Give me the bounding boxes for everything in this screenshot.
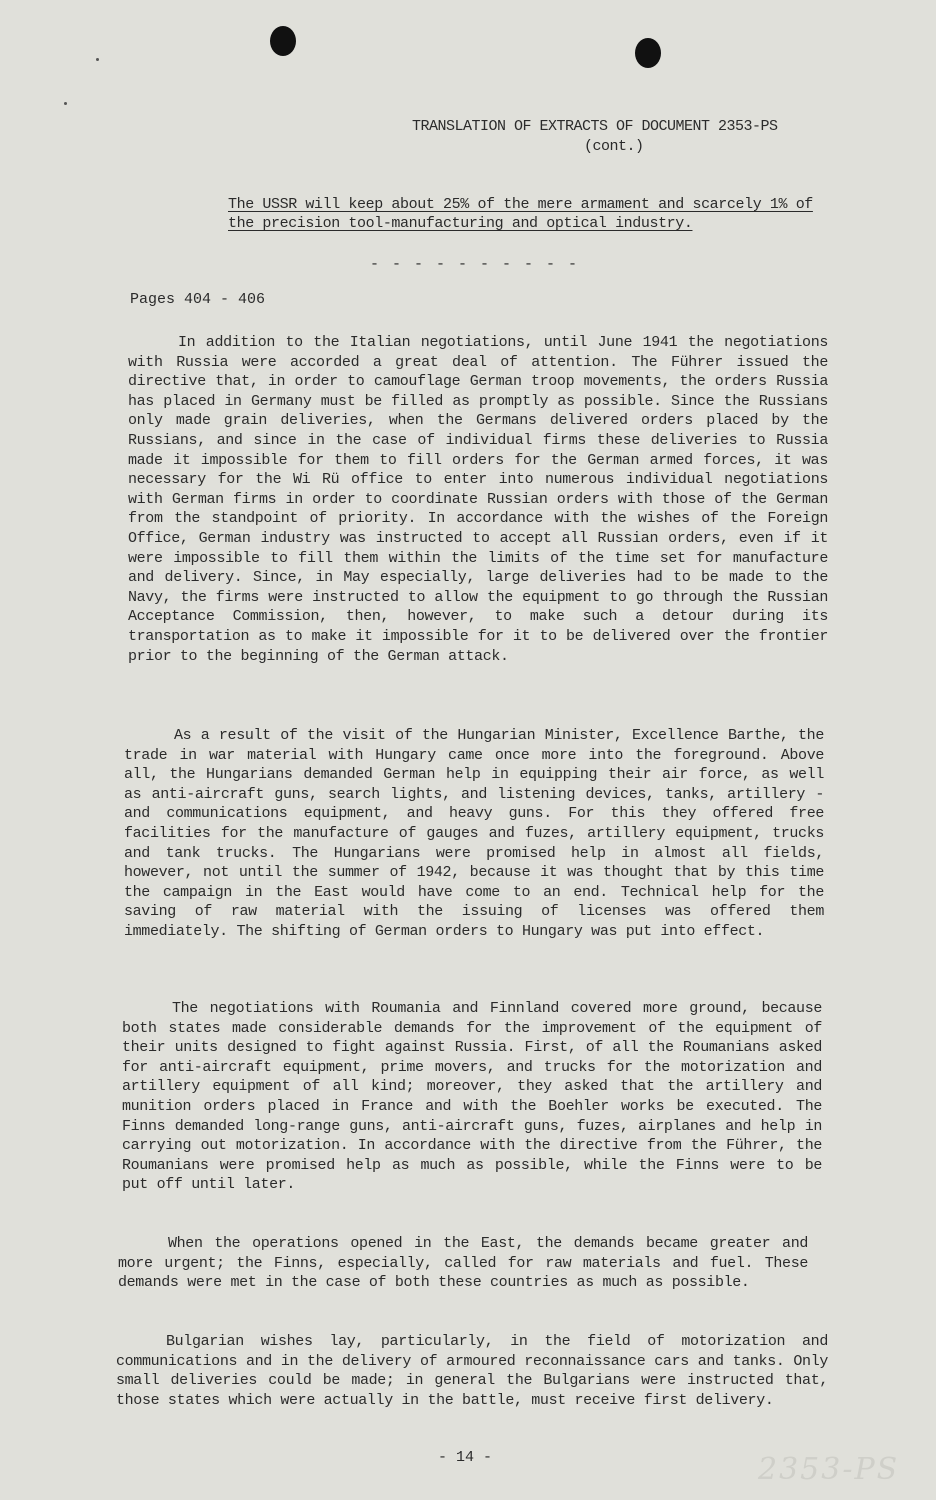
paragraph: Bulgarian wishes lay, particularly, in the field of motorization and communications and in the delivery of armoured reconnaissance cars and tanks. Only small deliveries could be made; in general the Bulgarians were instructed that, those states which were actually in the battle, must receive first delivery. [116, 1333, 828, 1409]
header-subtitle: (cont.) [584, 138, 644, 155]
header-title: TRANSLATION OF EXTRACTS OF DOCUMENT 2353-PS [412, 118, 778, 135]
speck [64, 102, 67, 105]
document-header [412, 117, 832, 157]
paragraph: The negotiations with Roumania and Finnland covered more ground, because both states made considerable demands for the improvement of the equipment of their units designed to fight against Russia. First, of all the Roumanians asked for anti-aircraft equipment, prime movers, and trucks for the motorization and artillery equipment of all kind; moreover, they asked that the artillery and munition orders placed in France and with the Boehler works be executed. The Finns demanded long-range guns, anti-aircraft guns, fuzes, airplanes and help in carrying out motorization. In accordance with the directive from the Führer, the Roumanians were promised help as much as possible, while the Finns were to be put off until later. [122, 1000, 822, 1194]
document-stamp: 2353-PS [758, 1452, 900, 1487]
paragraph: In addition to the Italian negotiations, until June 1941 the negotiations with Russia were accorded a great deal of attention. The Führer issued the directive that, in order to camouflage German troop movements, the orders Russia has placed in Germany must be filled as promptly as possible. Since the Russians only made grain deliveries, when the Germans delivered orders placed by the Russians, and since in the case of individual firms these deliveries to Russia made it impossible for them to fill orders for the German armed forces, it was necessary for the Wi Rü office to enter into numerous individual negotiations with German firms in order to coordinate Russian orders with those of the German from the standpoint of priority. In accordance with the wishes of the Foreign Office, German industry was instructed to accept all Russian orders, even if it were impossible to fill them within the limits of the time set for manufacture and delivery. Since, in May especially, large deliveries had to be made to the Navy, the firms were instructed to allow the equipment to go through the Russian Acceptance Commission, then, however, to make such a detour during its transportation as to make it impossible for it to be delivered over the frontier prior to the beginning of the German attack. [128, 334, 828, 665]
punch-hole-right [635, 38, 661, 68]
pages-reference: Pages 404 - 406 [130, 291, 266, 308]
separator: - - - - - - - - - - [370, 256, 580, 273]
paragraph: When the operations opened in the East, the demands became greater and more urgent; the Finns, especially, called for raw materials and fuel. These demands were met in the case of both these countries as much as possible. [118, 1235, 808, 1292]
page-number: - 14 - [438, 1449, 493, 1466]
speck [96, 58, 99, 61]
punch-hole-left [270, 26, 296, 56]
paragraph: As a result of the visit of the Hungarian Minister, Excellence Barthe, the trade in war material with Hungary came once more into the foreground. Above all, the Hungarians demanded German help in equipping their air force, as well as anti-aircraft guns, search lights, and listening devices, tanks, artillery - and communications equipment, and heavy guns. For this they offered free facilities for the manufacture of gauges and fuzes, artillery equipment, trucks and tank trucks. The Hungarians were promised help in almost all fields, however, not until the summer of 1942, because it was thought that by this time the campaign in the East would have come to an end. Technical help for the saving of raw material with the issuing of licenses was offered them immediately. The shifting of German orders to Hungary was put into effect. [124, 727, 824, 940]
lead-paragraph: The USSR will keep about 25% of the mere armament and scarcely 1% of the precision tool-manufacturing and optical industry. [228, 196, 813, 232]
